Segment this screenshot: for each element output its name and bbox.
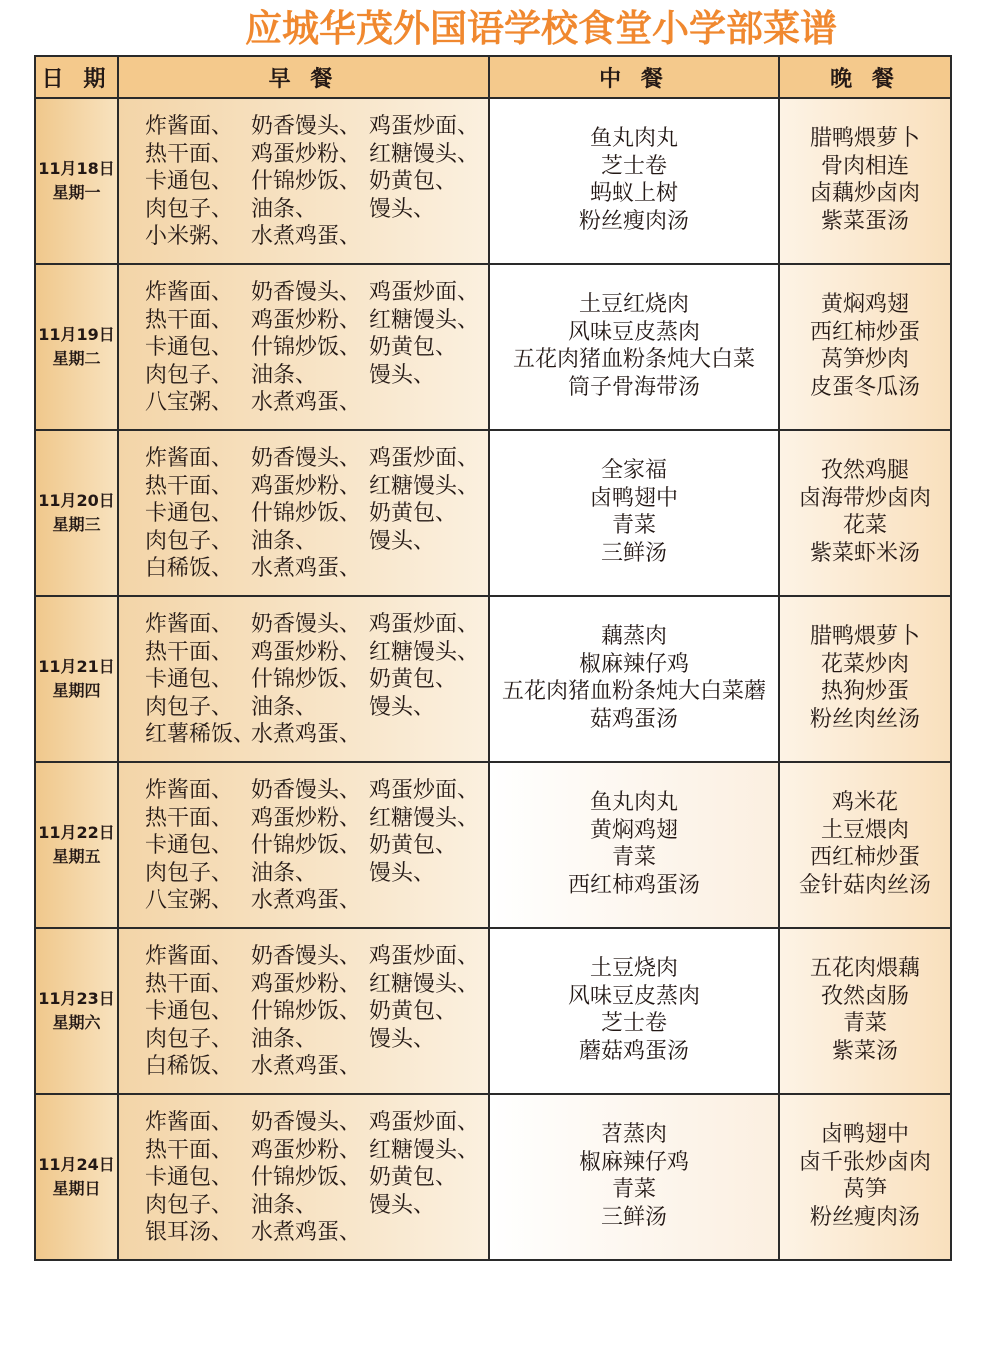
- dinner-dish: 五花肉煨藕: [809, 956, 920, 981]
- lunch-dish: 蘑菇鸡蛋汤: [578, 1038, 689, 1064]
- weekday-label: 星期三: [52, 515, 101, 534]
- date-cell: [35, 430, 118, 596]
- breakfast-item: 热干面、: [145, 971, 234, 997]
- breakfast-item: 奶香馒头、: [251, 612, 362, 637]
- breakfast-item: 馒头、: [369, 196, 436, 222]
- breakfast-item: 鸡蛋炒粉、: [251, 805, 362, 831]
- breakfast-item: 奶黄包、: [369, 999, 458, 1024]
- breakfast-item: 热干面、: [145, 805, 234, 831]
- menu-body: [35, 98, 951, 1260]
- breakfast-item: 奶黄包、: [369, 335, 458, 360]
- lunch-dish: 筒子骨海带汤: [567, 374, 700, 400]
- lunch-dish: 苕蒸肉: [600, 1122, 667, 1147]
- lunch-list: [490, 597, 778, 733]
- dinner-dish: 花菜: [842, 513, 887, 538]
- lunch-dish: 菇鸡蛋汤: [589, 706, 678, 732]
- breakfast-item: 油条、: [251, 694, 318, 720]
- breakfast-item: 什锦炒饭、: [251, 833, 362, 858]
- dinner-dish: 青菜: [842, 1011, 887, 1036]
- breakfast-item: 肉包子、: [145, 860, 234, 886]
- breakfast-item: 什锦炒饭、: [251, 169, 362, 194]
- breakfast-item: 卡通包、: [145, 999, 234, 1024]
- header-dinner: 晚 餐: [779, 56, 951, 98]
- breakfast-list: [119, 1095, 488, 1247]
- date-label: 11月22日: [38, 823, 115, 842]
- lunch-dish: 鱼丸肉丸: [589, 790, 678, 815]
- breakfast-item: 卡通包、: [145, 1165, 234, 1190]
- breakfast-item: 鸡蛋炒粉、: [251, 639, 362, 665]
- date-cell: [35, 1094, 118, 1260]
- breakfast-item: 炸酱面、: [145, 446, 234, 471]
- breakfast-cell: [118, 98, 489, 264]
- breakfast-item: 水煮鸡蛋、: [251, 722, 362, 747]
- breakfast-list: [119, 763, 488, 915]
- breakfast-item: 奶黄包、: [369, 1165, 458, 1190]
- breakfast-item: 鸡蛋炒面、: [369, 446, 480, 471]
- lunch-dish: 五花肉猪血粉条炖大白菜: [512, 347, 755, 372]
- lunch-cell: [489, 98, 779, 264]
- breakfast-item: 红糖馒头、: [369, 971, 480, 997]
- breakfast-item: 炸酱面、: [145, 1110, 234, 1135]
- breakfast-item: 油条、: [251, 860, 318, 886]
- dinner-dish: 莴笋炒肉: [820, 347, 909, 372]
- breakfast-list: [119, 597, 488, 749]
- dinner-dish: 粉丝肉丝汤: [809, 706, 920, 732]
- dinner-dish: 西红柿炒蛋: [809, 845, 920, 870]
- breakfast-item: 八宝粥、: [145, 888, 234, 913]
- dinner-dish: 黄焖鸡翅: [820, 292, 909, 317]
- dinner-dish: 卤藕炒卤肉: [809, 181, 920, 206]
- breakfast-item: [369, 887, 499, 915]
- dinner-dish: 卤海带炒卤肉: [798, 485, 931, 511]
- breakfast-list: [119, 265, 488, 417]
- breakfast-item: 红糖馒头、: [369, 805, 480, 831]
- day-row: [35, 596, 951, 762]
- dinner-list: [780, 1095, 950, 1231]
- breakfast-item: [369, 1053, 499, 1081]
- weekday-label: 星期二: [52, 349, 101, 368]
- lunch-list: [490, 1095, 778, 1231]
- dinner-list: [780, 763, 950, 899]
- breakfast-item: 鸡蛋炒面、: [369, 612, 480, 637]
- breakfast-item: 奶香馒头、: [251, 944, 362, 969]
- breakfast-item: 什锦炒饭、: [251, 667, 362, 692]
- breakfast-cell: [118, 928, 489, 1094]
- breakfast-cell: [118, 430, 489, 596]
- breakfast-item: 奶黄包、: [369, 833, 458, 858]
- header-breakfast: 早 餐: [118, 56, 489, 98]
- breakfast-item: 炸酱面、: [145, 114, 234, 139]
- breakfast-item: 水煮鸡蛋、: [251, 556, 362, 581]
- dinner-cell: [779, 1094, 951, 1260]
- breakfast-item: 馒头、: [369, 528, 436, 554]
- lunch-dish: 卤鸭翅中: [589, 485, 678, 511]
- page-title: 应城华茂外国语学校食堂小学部菜谱: [245, 7, 837, 50]
- date-label: 11月19日: [38, 325, 115, 344]
- dinner-cell: [779, 98, 951, 264]
- breakfast-item: 奶黄包、: [369, 501, 458, 526]
- weekday-label: 星期五: [52, 847, 101, 866]
- lunch-dish: 五花肉猪血粉条炖大白菜蘑: [501, 679, 766, 704]
- breakfast-item: 肉包子、: [145, 1026, 234, 1052]
- dinner-dish: 西红柿炒蛋: [809, 319, 920, 345]
- lunch-cell: [489, 762, 779, 928]
- lunch-list: [490, 763, 778, 899]
- menu-table: [34, 55, 952, 1261]
- date-label: 11月18日: [38, 159, 115, 178]
- breakfast-item: 馒头、: [369, 362, 436, 388]
- breakfast-item: 油条、: [251, 362, 318, 388]
- weekday-label: 星期日: [52, 1179, 101, 1198]
- dinner-list: [780, 597, 950, 733]
- breakfast-item: 肉包子、: [145, 528, 234, 554]
- breakfast-item: 小米粥、: [145, 224, 234, 249]
- header-row: [35, 56, 951, 98]
- breakfast-item: 卡通包、: [145, 335, 234, 360]
- breakfast-cell: [118, 264, 489, 430]
- breakfast-item: 油条、: [251, 528, 318, 554]
- lunch-dish: 蚂蚁上树: [589, 181, 678, 206]
- lunch-dish: 青菜: [611, 513, 656, 538]
- date-cell: [35, 762, 118, 928]
- breakfast-item: 什锦炒饭、: [251, 335, 362, 360]
- lunch-dish: 黄焖鸡翅: [589, 817, 678, 843]
- dinner-cell: [779, 928, 951, 1094]
- breakfast-item: 奶黄包、: [369, 667, 458, 692]
- breakfast-item: 水煮鸡蛋、: [251, 224, 362, 249]
- lunch-dish: 青菜: [611, 1177, 656, 1202]
- day-row: [35, 264, 951, 430]
- dinner-dish: 鸡米花: [831, 790, 898, 815]
- dinner-dish: 热狗炒蛋: [820, 679, 909, 704]
- breakfast-item: 鸡蛋炒粉、: [251, 307, 362, 333]
- breakfast-item: 奶香馒头、: [251, 778, 362, 803]
- breakfast-item: 卡通包、: [145, 169, 234, 194]
- breakfast-item: 水煮鸡蛋、: [251, 888, 362, 913]
- dinner-dish: 骨肉相连: [820, 153, 909, 179]
- date-cell: [35, 264, 118, 430]
- lunch-cell: [489, 1094, 779, 1260]
- day-row: [35, 430, 951, 596]
- lunch-dish: 鱼丸肉丸: [589, 126, 678, 151]
- breakfast-item: [369, 1219, 499, 1247]
- breakfast-item: 白稀饭、: [145, 556, 234, 581]
- dinner-list: [780, 99, 950, 235]
- breakfast-item: 馒头、: [369, 1026, 436, 1052]
- lunch-dish: 西红柿鸡蛋汤: [567, 872, 700, 898]
- breakfast-item: 炸酱面、: [145, 778, 234, 803]
- breakfast-item: 鸡蛋炒面、: [369, 944, 480, 969]
- breakfast-list: [119, 929, 488, 1081]
- breakfast-item: 馒头、: [369, 860, 436, 886]
- lunch-list: [490, 431, 778, 567]
- dinner-dish: 皮蛋冬瓜汤: [809, 374, 920, 400]
- breakfast-cell: [118, 1094, 489, 1260]
- lunch-dish: 三鲜汤: [600, 1204, 667, 1230]
- dinner-dish: 花菜炒肉: [820, 651, 909, 677]
- breakfast-item: 奶香馒头、: [251, 280, 362, 305]
- breakfast-item: 银耳汤、: [145, 1220, 234, 1245]
- breakfast-item: [369, 721, 499, 749]
- breakfast-cell: [118, 596, 489, 762]
- breakfast-list: [119, 431, 488, 583]
- day-row: [35, 1094, 951, 1260]
- date-cell: [35, 596, 118, 762]
- date-label: 11月21日: [38, 657, 115, 676]
- breakfast-item: 肉包子、: [145, 694, 234, 720]
- breakfast-item: 红糖馒头、: [369, 639, 480, 665]
- breakfast-item: 水煮鸡蛋、: [251, 1220, 362, 1245]
- breakfast-item: 什锦炒饭、: [251, 501, 362, 526]
- dinner-cell: [779, 430, 951, 596]
- dinner-dish: 卤千张炒卤肉: [798, 1149, 931, 1175]
- breakfast-item: 奶香馒头、: [251, 446, 362, 471]
- day-row: [35, 98, 951, 264]
- breakfast-item: 炸酱面、: [145, 612, 234, 637]
- breakfast-item: 鸡蛋炒粉、: [251, 971, 362, 997]
- lunch-dish: 藕蒸肉: [600, 624, 667, 649]
- breakfast-item: 水煮鸡蛋、: [251, 1054, 362, 1079]
- breakfast-item: 炸酱面、: [145, 944, 234, 969]
- breakfast-item: 什锦炒饭、: [251, 999, 362, 1024]
- breakfast-item: 八宝粥、: [145, 390, 234, 415]
- dinner-cell: [779, 596, 951, 762]
- lunch-dish: 芝士卷: [600, 1011, 667, 1036]
- breakfast-item: 热干面、: [145, 473, 234, 499]
- dinner-dish: 金针菇肉丝汤: [798, 872, 931, 898]
- breakfast-item: 热干面、: [145, 1137, 234, 1163]
- breakfast-item: 热干面、: [145, 141, 234, 167]
- breakfast-item: 肉包子、: [145, 362, 234, 388]
- lunch-list: [490, 265, 778, 401]
- dinner-cell: [779, 264, 951, 430]
- dinner-dish: 紫菜蛋汤: [820, 208, 909, 234]
- breakfast-item: 馒头、: [369, 694, 436, 720]
- lunch-dish: 土豆红烧肉: [578, 292, 689, 317]
- lunch-cell: [489, 928, 779, 1094]
- breakfast-item: 白稀饭、: [145, 1054, 234, 1079]
- breakfast-item: 鸡蛋炒面、: [369, 778, 480, 803]
- breakfast-item: 水煮鸡蛋、: [251, 390, 362, 415]
- lunch-dish: 全家福: [600, 458, 667, 483]
- breakfast-item: 奶香馒头、: [251, 114, 362, 139]
- dinner-dish: 紫菜虾米汤: [809, 540, 920, 566]
- weekday-label: 星期一: [52, 183, 101, 202]
- lunch-dish: 风味豆皮蒸肉: [567, 983, 700, 1009]
- breakfast-item: 红薯稀饭、: [145, 722, 256, 747]
- breakfast-item: 什锦炒饭、: [251, 1165, 362, 1190]
- breakfast-cell: [118, 762, 489, 928]
- breakfast-item: 油条、: [251, 1192, 318, 1218]
- lunch-list: [490, 929, 778, 1065]
- breakfast-item: 油条、: [251, 196, 318, 222]
- dinner-cell: [779, 762, 951, 928]
- dinner-dish: 孜然鸡腿: [820, 458, 909, 483]
- breakfast-item: 鸡蛋炒面、: [369, 280, 480, 305]
- date-label: 11月23日: [38, 989, 115, 1008]
- date-label: 11月24日: [38, 1155, 115, 1174]
- dinner-dish: 卤鸭翅中: [820, 1122, 909, 1147]
- lunch-dish: 土豆烧肉: [589, 956, 678, 981]
- lunch-cell: [489, 264, 779, 430]
- dinner-dish: 腊鸭煨萝卜: [809, 126, 920, 151]
- lunch-dish: 三鲜汤: [600, 540, 667, 566]
- breakfast-item: 鸡蛋炒粉、: [251, 473, 362, 499]
- dinner-list: [780, 929, 950, 1065]
- lunch-dish: 风味豆皮蒸肉: [567, 319, 700, 345]
- dinner-dish: 紫菜汤: [831, 1038, 898, 1064]
- day-row: [35, 762, 951, 928]
- weekday-label: 星期六: [52, 1013, 101, 1032]
- date-cell: [35, 98, 118, 264]
- breakfast-item: 鸡蛋炒面、: [369, 1110, 480, 1135]
- date-cell: [35, 928, 118, 1094]
- lunch-list: [490, 99, 778, 235]
- breakfast-item: 肉包子、: [145, 1192, 234, 1218]
- lunch-dish: 芝士卷: [600, 153, 667, 179]
- breakfast-item: 鸡蛋炒面、: [369, 114, 480, 139]
- date-label: 11月20日: [38, 491, 115, 510]
- breakfast-item: 卡通包、: [145, 667, 234, 692]
- dinner-list: [780, 431, 950, 567]
- lunch-dish: 青菜: [611, 845, 656, 870]
- lunch-cell: [489, 430, 779, 596]
- dinner-dish: 土豆煨肉: [820, 817, 909, 843]
- breakfast-item: 炸酱面、: [145, 280, 234, 305]
- breakfast-item: 热干面、: [145, 639, 234, 665]
- breakfast-item: 红糖馒头、: [369, 1137, 480, 1163]
- breakfast-item: 馒头、: [369, 1192, 436, 1218]
- breakfast-item: 鸡蛋炒粉、: [251, 1137, 362, 1163]
- header-date: 日 期: [35, 56, 118, 98]
- header-lunch: 中 餐: [489, 56, 779, 98]
- dinner-dish: 粉丝瘦肉汤: [809, 1204, 920, 1230]
- lunch-dish: 椒麻辣仔鸡: [578, 651, 689, 677]
- dinner-list: [780, 265, 950, 401]
- weekday-label: 星期四: [52, 681, 101, 700]
- lunch-dish: 粉丝瘦肉汤: [578, 208, 689, 234]
- day-row: [35, 928, 951, 1094]
- dinner-dish: 孜然卤肠: [820, 983, 909, 1009]
- breakfast-item: 红糖馒头、: [369, 473, 480, 499]
- lunch-cell: [489, 596, 779, 762]
- breakfast-list: [119, 99, 488, 251]
- breakfast-item: 奶黄包、: [369, 169, 458, 194]
- breakfast-item: 奶香馒头、: [251, 1110, 362, 1135]
- breakfast-item: 卡通包、: [145, 833, 234, 858]
- breakfast-item: [369, 389, 499, 417]
- lunch-dish: 椒麻辣仔鸡: [578, 1149, 689, 1175]
- dinner-dish: 腊鸭煨萝卜: [809, 624, 920, 649]
- breakfast-item: 红糖馒头、: [369, 307, 480, 333]
- breakfast-item: [369, 223, 499, 251]
- breakfast-item: [369, 555, 499, 583]
- dinner-dish: 莴笋: [842, 1177, 887, 1202]
- breakfast-item: 热干面、: [145, 307, 234, 333]
- breakfast-item: 红糖馒头、: [369, 141, 480, 167]
- breakfast-item: 肉包子、: [145, 196, 234, 222]
- breakfast-item: 卡通包、: [145, 501, 234, 526]
- breakfast-item: 油条、: [251, 1026, 318, 1052]
- breakfast-item: 鸡蛋炒粉、: [251, 141, 362, 167]
